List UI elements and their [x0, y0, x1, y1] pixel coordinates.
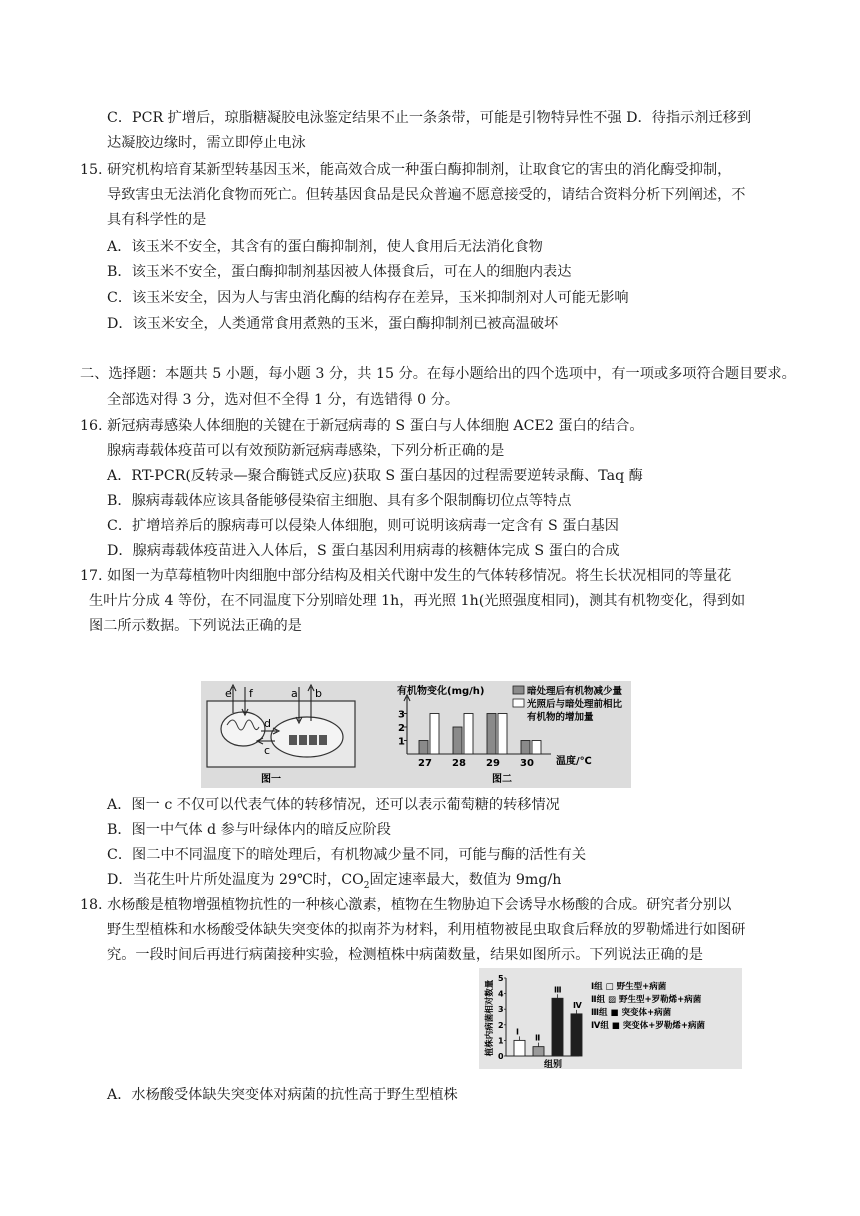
chart2-bar-1	[514, 1040, 525, 1056]
label-e: e	[225, 687, 232, 700]
section2-header-line1: 二、选择题：本题共 5 小题，每小题 3 分，共 15 分。在每小题给出的四个选项中，有一项或多项符合题目要求。	[80, 366, 796, 382]
legend-swatch-light	[513, 699, 524, 707]
figure2-xlabel: 温度/℃	[556, 756, 592, 767]
legend-light-label-1: 光照后与暗处理前相比	[527, 699, 623, 710]
chart2-ytick-label-5: 5	[498, 974, 504, 983]
chart1-ytick-label-3: 3	[398, 709, 405, 721]
q18-stem-line3: 究。一段时间后再进行病菌接种实验，检测植株中病菌数量，结果如图所示。下列说法正确的是	[107, 947, 703, 963]
chart2-bar-label-4: Ⅳ	[573, 1000, 582, 1010]
figure2-ylabel: 有机物变化(mg/h)	[397, 686, 485, 697]
legend-light-label-2: 有机物的增加量	[527, 712, 594, 723]
q17-option-b: B．图一中气体 d 参与叶绿体内的暗反应阶段	[107, 822, 391, 838]
q15-option-a: A．该玉米不安全，其含有的蛋白酶抑制剂，使人食用后无法消化食物	[107, 239, 543, 255]
q17-option-a: A．图一 c 不仅可以代表气体的转移情况，还可以表示葡萄糖的转移情况	[107, 797, 560, 813]
label-c: c	[264, 744, 271, 757]
q18-chart-svg	[479, 968, 742, 1069]
q18-option-a: A．水杨酸受体缺失突变体对病菌的抗性高于野生型植株	[107, 1087, 458, 1103]
label-d: d	[264, 717, 271, 730]
chart1-bar-30-series2	[532, 741, 541, 755]
q17-stem-line2: 生叶片分成 4 等份，在不同温度下分别暗处理 1h，再光照 1h(光照强度相同)，测其有机物变化，得到如	[89, 593, 746, 609]
chart2-bar-label-2: Ⅱ	[535, 1033, 541, 1043]
q17-option-c: C．图二中不同温度下的暗处理后，有机物减少量不同，可能与酶的活性有关	[107, 847, 587, 863]
figure2-caption: 图二	[492, 774, 512, 785]
q18-legend-4: Ⅳ组 ■ 突变体+罗勒烯+病菌	[591, 1021, 706, 1031]
q15-option-c: C．该玉米安全，因为人与害虫消化酶的结构存在差异，玉米抑制剂对人可能无影响	[107, 290, 629, 306]
chart1-bar-29-series1	[487, 714, 496, 755]
q16-option-c: C．扩增培养后的腺病毒可以侵染人体细胞，则可说明该病毒一定含有 S 蛋白基因	[107, 518, 619, 534]
q18-stem-line1: 18. 水杨酸是植物增强植物抗性的一种核心激素，植物在生物胁迫下会诱导水杨酸的合成。研究者分别以	[80, 897, 732, 913]
chart2-bar-label-1: Ⅰ	[516, 1027, 519, 1037]
chart2-bar-2	[533, 1047, 544, 1056]
chart2-ytick-label-0: 0	[498, 1052, 504, 1061]
q17-option-d	[107, 870, 561, 896]
section2-header-line2: 全部选对得 3 分，选对但不全得 1 分，有选错得 0 分。	[107, 392, 460, 408]
q18-chart-ylabel: 植株内病菌相对数量	[485, 979, 495, 1057]
label-a: a	[291, 687, 298, 700]
q18-legend-2: Ⅱ组 ▨ 野生型+罗勒烯+病菌	[591, 995, 702, 1005]
q15-stem-line1: 15. 研究机构培育某新型转基因玉米，能高效合成一种蛋白酶抑制剂，让取食它的害虫的消化酶受抑制，	[80, 162, 732, 178]
chart1-bar-30-series1	[521, 741, 530, 755]
q18-chart-xlabel: 组别	[544, 1060, 563, 1069]
chart2-ytick-label-2: 2	[498, 1020, 504, 1030]
q17-option-d-subscript: 2	[363, 880, 370, 891]
figure2-chart	[397, 684, 623, 785]
chart2-ytick-label-4: 4	[498, 989, 504, 999]
chart1-bar-28-series1	[453, 727, 462, 754]
q15-stem-line3: 具有科学性的是	[107, 212, 207, 228]
q15-stem-line2: 导致害虫无法消化食物而死亡。但转基因食品是民众普遍不愿意接受的，请结合资料分析下列阐述，不	[107, 187, 746, 203]
chart1-ytick-label-1: 1	[398, 736, 405, 748]
chart1-ytick-label-2: 2	[398, 723, 405, 734]
q18-legend-1: Ⅰ组 □ 野生型+病菌	[591, 982, 667, 992]
q17-figure-svg	[201, 681, 631, 788]
q17-option-d-post: 固定速率最大，数值为 9mg/h	[369, 872, 562, 888]
label-b: b	[315, 687, 322, 700]
chart2-bar-label-3: Ⅲ	[554, 985, 562, 995]
chart1-bar-27-series2	[430, 714, 439, 755]
chart1-bar-27-series1	[419, 741, 428, 755]
q17-stem-line1: 17. 如图一为草莓植物叶肉细胞中部分结构及相关代谢中发生的气体转移情况。将生长状况相同的等量花	[80, 568, 732, 584]
q14-option-c-line1: C．PCR 扩增后，琼脂糖凝胶电泳鉴定结果不止一条条带，可能是引物特异性不强 D．待指示剂迁移到	[107, 110, 752, 126]
chart1-bar-28-series2	[464, 714, 473, 755]
q17-figure	[201, 681, 631, 788]
chart1-xtick-label-28: 28	[452, 758, 466, 769]
legend-dark-label: 暗处理后有机物减少量	[527, 686, 623, 697]
figure1-caption: 图一	[261, 774, 281, 785]
q16-stem-line2: 腺病毒载体疫苗可以有效预防新冠病毒感染，下列分析正确的是	[107, 443, 505, 459]
chart2-ytick-label-3: 3	[498, 1005, 504, 1015]
q16-option-d: D．腺病毒载体疫苗进入人体后，S 蛋白基因利用病毒的核糖体完成 S 蛋白的合成	[107, 543, 620, 559]
chart1-xtick-label-27: 27	[418, 758, 432, 769]
label-f: f	[249, 687, 253, 700]
chart2-bar-3	[552, 998, 563, 1056]
chart1-bar-29-series2	[498, 714, 507, 755]
chart1-xtick-label-30: 30	[520, 758, 534, 769]
q15-option-b: B．该玉米不安全，蛋白酶抑制剂基因被人体摄食后，可在人的细胞内表达	[107, 264, 572, 280]
q17-stem-line3: 图二所示数据。下列说法正确的是	[89, 618, 302, 634]
q18-stem-line2: 野生型植株和水杨酸受体缺失突变体的拟南芥为材料，利用植物被昆虫取食后释放的罗勒烯进行如图研	[107, 922, 746, 938]
q16-option-b: B．腺病毒载体应该具备能够侵染宿主细胞、具有多个限制酶切位点等特点	[107, 493, 572, 509]
chart2-bar-4	[571, 1014, 582, 1056]
chart1-xtick-label-29: 29	[486, 758, 500, 769]
q17-option-d-pre: D．当花生叶片所处温度为 29℃时，CO	[107, 872, 364, 888]
q18-figure	[479, 968, 742, 1069]
q16-option-a: A．RT-PCR(反转录—聚合酶链式反应)获取 S 蛋白基因的过程需要逆转录酶、Taq 酶	[107, 468, 643, 484]
q15-option-d: D．该玉米安全，人类通常食用煮熟的玉米，蛋白酶抑制剂已被高温破坏	[107, 316, 559, 332]
q16-stem-line1: 16. 新冠病毒感染人体细胞的关键在于新冠病毒的 S 蛋白与人体细胞 ACE2 蛋白的结合。	[80, 418, 644, 434]
figure1-cell-diagram	[207, 685, 355, 785]
legend-swatch-dark	[513, 686, 524, 694]
chart2-ytick-label-1: 1	[498, 1036, 504, 1046]
q14-option-c-line2: 达凝胶边缘时，需立即停止电泳	[107, 135, 306, 151]
q18-legend-3: Ⅲ组 ■ 突变体+病菌	[591, 1008, 672, 1018]
